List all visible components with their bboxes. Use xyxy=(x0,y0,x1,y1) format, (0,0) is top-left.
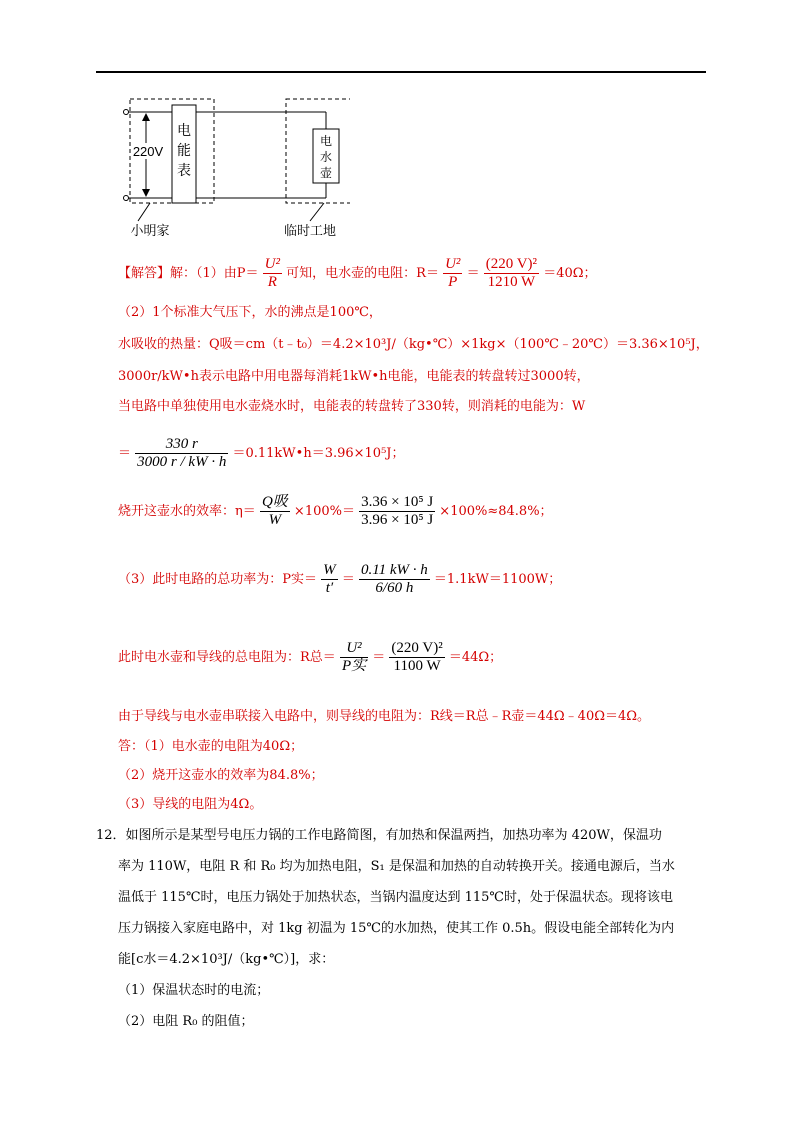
solution-line-10: 由于导线与电水壶串联接入电路中，则导线的电阻为：R线＝R总﹣R壶＝44Ω﹣40Ω＝4Ω。 xyxy=(118,709,651,724)
question-12-line-4: 压力锅接入家庭电路中，对 1kg 初温为 15℃的水加热，使其工作 0.5h。假设电能全部转化为内 xyxy=(118,921,675,936)
answer-line-2: （3）导线的电阻为4Ω。 xyxy=(118,797,263,812)
site-label: 临时工地 xyxy=(283,224,337,239)
question-12-sub-1: （1）保温状态时的电流； xyxy=(118,983,270,998)
question-12-line-2: 率为 110W，电阻 R 和 R₀ 均为加热电阻，S₁ 是保温和加热的自动转换开关。接通电源后，当水 xyxy=(118,859,675,874)
terminal-top xyxy=(124,110,129,115)
solution-line-7: 烧开这壶水的效率：η＝ $\frac{\text{Q吸}}{W}$ ×100%＝ $\frac{\text{3.36 × 10⁵ J}}{\text{3.96 × 10⁵ J}}$ ×100%≈84.8%； xyxy=(118,494,553,528)
answer-line-0: 答：（1）电水壶的电阻为40Ω； xyxy=(118,739,304,754)
svg-text:电: 电 xyxy=(177,123,191,139)
solution-line-2: （2）1个标准大气压下，水的沸点是100℃， xyxy=(118,305,382,320)
solution-line-4: 3000r/kW•h表示电路中用电器每消耗1kW•h电能，电能表的转盘转过3000转， xyxy=(118,369,590,384)
circuit-diagram xyxy=(110,93,350,241)
question-12-line-1: 12．如图所示是某型号电压力锅的工作电路简图，有加热和保温两挡，加热功率为 420W，保温功 xyxy=(96,828,662,843)
solution-line-5: 当电路中单独使用电水壶烧水时，电能表的转盘转了330转，则消耗的电能为：W xyxy=(118,399,586,414)
svg-text:水: 水 xyxy=(319,150,333,164)
voltage-label: 220V xyxy=(132,144,164,159)
svg-text:表: 表 xyxy=(177,163,191,179)
solution-line-6: ＝ $\frac{330 r}{3000 r / kW \cdot h}$ ＝0.11kW•h＝3.96×10⁵J； xyxy=(118,436,405,470)
answer-line-1: （2）烧开这壶水的效率为84.8%； xyxy=(118,768,324,783)
solution-line-1: 【解答】解：（1）由P＝ $\frac{\text{U²}}{R}$ 可知，电水壶的电阻：R＝ $\frac{\text{U²}}{P}$ ＝ $\frac{\text{(220 V)²}}{1210 W}$ ＝40Ω； xyxy=(118,256,597,290)
solution-line-3: 水吸收的热量：Q吸＝cm（t﹣t₀）＝4.2×10³J/（kg•℃）×1kg×（100℃﹣20℃）＝3.36×10⁵J， xyxy=(118,337,709,352)
home-label: 小明家 xyxy=(130,224,170,239)
svg-text:壶: 壶 xyxy=(319,166,333,180)
header-rule xyxy=(96,71,706,73)
question-12-line-3: 温低于 115℃时，电压力锅处于加热状态，当锅内温度达到 115℃时，处于保温状态。现将该电 xyxy=(118,890,673,905)
svg-text:电: 电 xyxy=(319,134,333,148)
terminal-bottom xyxy=(124,196,129,201)
solution-line-9: 此时电水壶和导线的总电阻为：R总＝ $\frac{\text{U²}}{\text{P实}}$ ＝ $\frac{\text{(220 V)²}}{1100 W}$ ＝44Ω； xyxy=(118,640,503,674)
question-12-line-5: 能[c水＝4.2×10³J/（kg•℃）]，求： xyxy=(118,952,335,967)
question-12-sub-2: （2）电阻 R₀ 的阻值； xyxy=(118,1014,254,1029)
svg-text:能: 能 xyxy=(177,143,191,159)
solution-line-8: （3）此时电路的总功率为：P实＝ $\frac{W}{t'}$ ＝ $\frac{0.11 kW \cdot h}{6/60 h}$ ＝1.1kW＝1100W； xyxy=(118,562,562,596)
